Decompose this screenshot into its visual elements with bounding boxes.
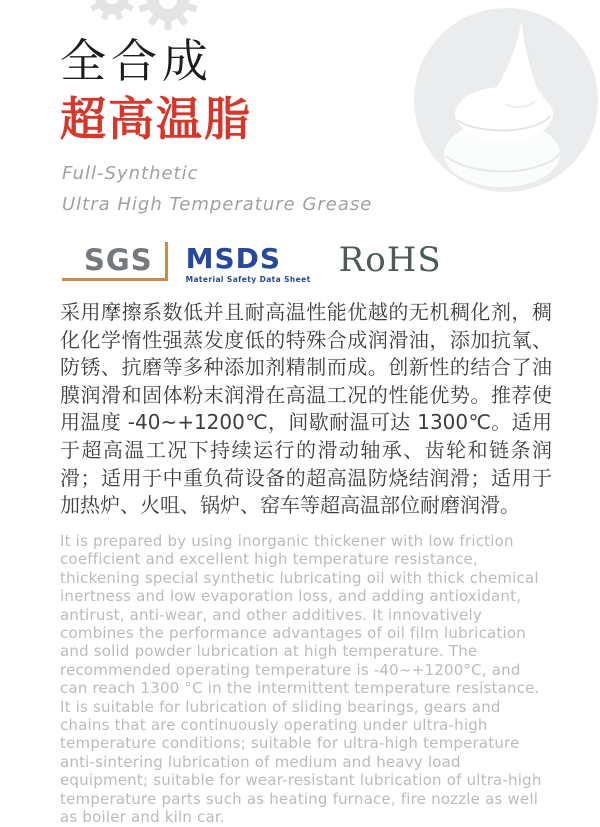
msds-logo-text: MSDS bbox=[185, 242, 282, 275]
product-title-cn-line2: 超高温脂 bbox=[60, 92, 252, 146]
subtitle-line2: Ultra High Temperature Grease bbox=[62, 194, 373, 215]
rohs-logo: RoHS bbox=[338, 240, 442, 280]
msds-logo bbox=[186, 242, 311, 284]
gear-icon bbox=[84, 0, 214, 36]
description-chinese: 采用摩擦系数低并且耐高温性能优越的无机稠化剂，稠化化学惰性强蒸发度低的特殊合成润滑油，添加抗氧、防锈、抗磨等多种添加剂精制而成。创新性的结合了油膜润滑和固体粉末润滑在高温工况的性能优势。推荐使用温度 -40~+1200℃，间歇耐温可达 1300℃。适用于超高温工况下持续运行的滑动轴承、齿轮和链条润滑；适用于中重负荷设备的超高温防烧结润滑；适用于加热炉、火咀、锅炉、窑车等超高温部位耐磨润滑。 bbox=[60, 300, 552, 518]
msds-logo-subtext: Material Safety Data Sheet bbox=[185, 275, 311, 284]
product-title-cn-line1: 全合成 bbox=[60, 34, 213, 88]
subtitle-line1: Full-Synthetic bbox=[62, 163, 199, 184]
product-subtitle-en bbox=[62, 158, 372, 220]
sgs-logo-text: SGS bbox=[84, 243, 153, 277]
description-english: It is prepared by using inorganic thickener with low friction coefficient and excellent high temperature resistance, thickening special synthetic lubricating oil with thick chemical inertness and low evaporation loss, and adding antioxidant, antirust, anti-wear, and other additives. It innovatively combines the performance advantages of oil film lubrication and solid powder lubrication at high temperature. The recommended operating temperature is -40~+1200°C, and can reach 1300 °C in the intermittent temperature resistance. It is suitable for lubrication of sliding bearings, gears and chains that are continuously operating under ultra-high temperature conditions; suitable for ultra-high temperature anti-sintering lubrication of medium and heavy load equipment; suitable for wear-resistant lubrication of ultra-high temperature parts such as heating furnace, fire nozzle as well as boiler and kiln car. bbox=[60, 532, 542, 827]
certification-logos bbox=[62, 242, 442, 284]
sgs-logo bbox=[62, 242, 168, 281]
product-photo bbox=[414, 8, 598, 192]
